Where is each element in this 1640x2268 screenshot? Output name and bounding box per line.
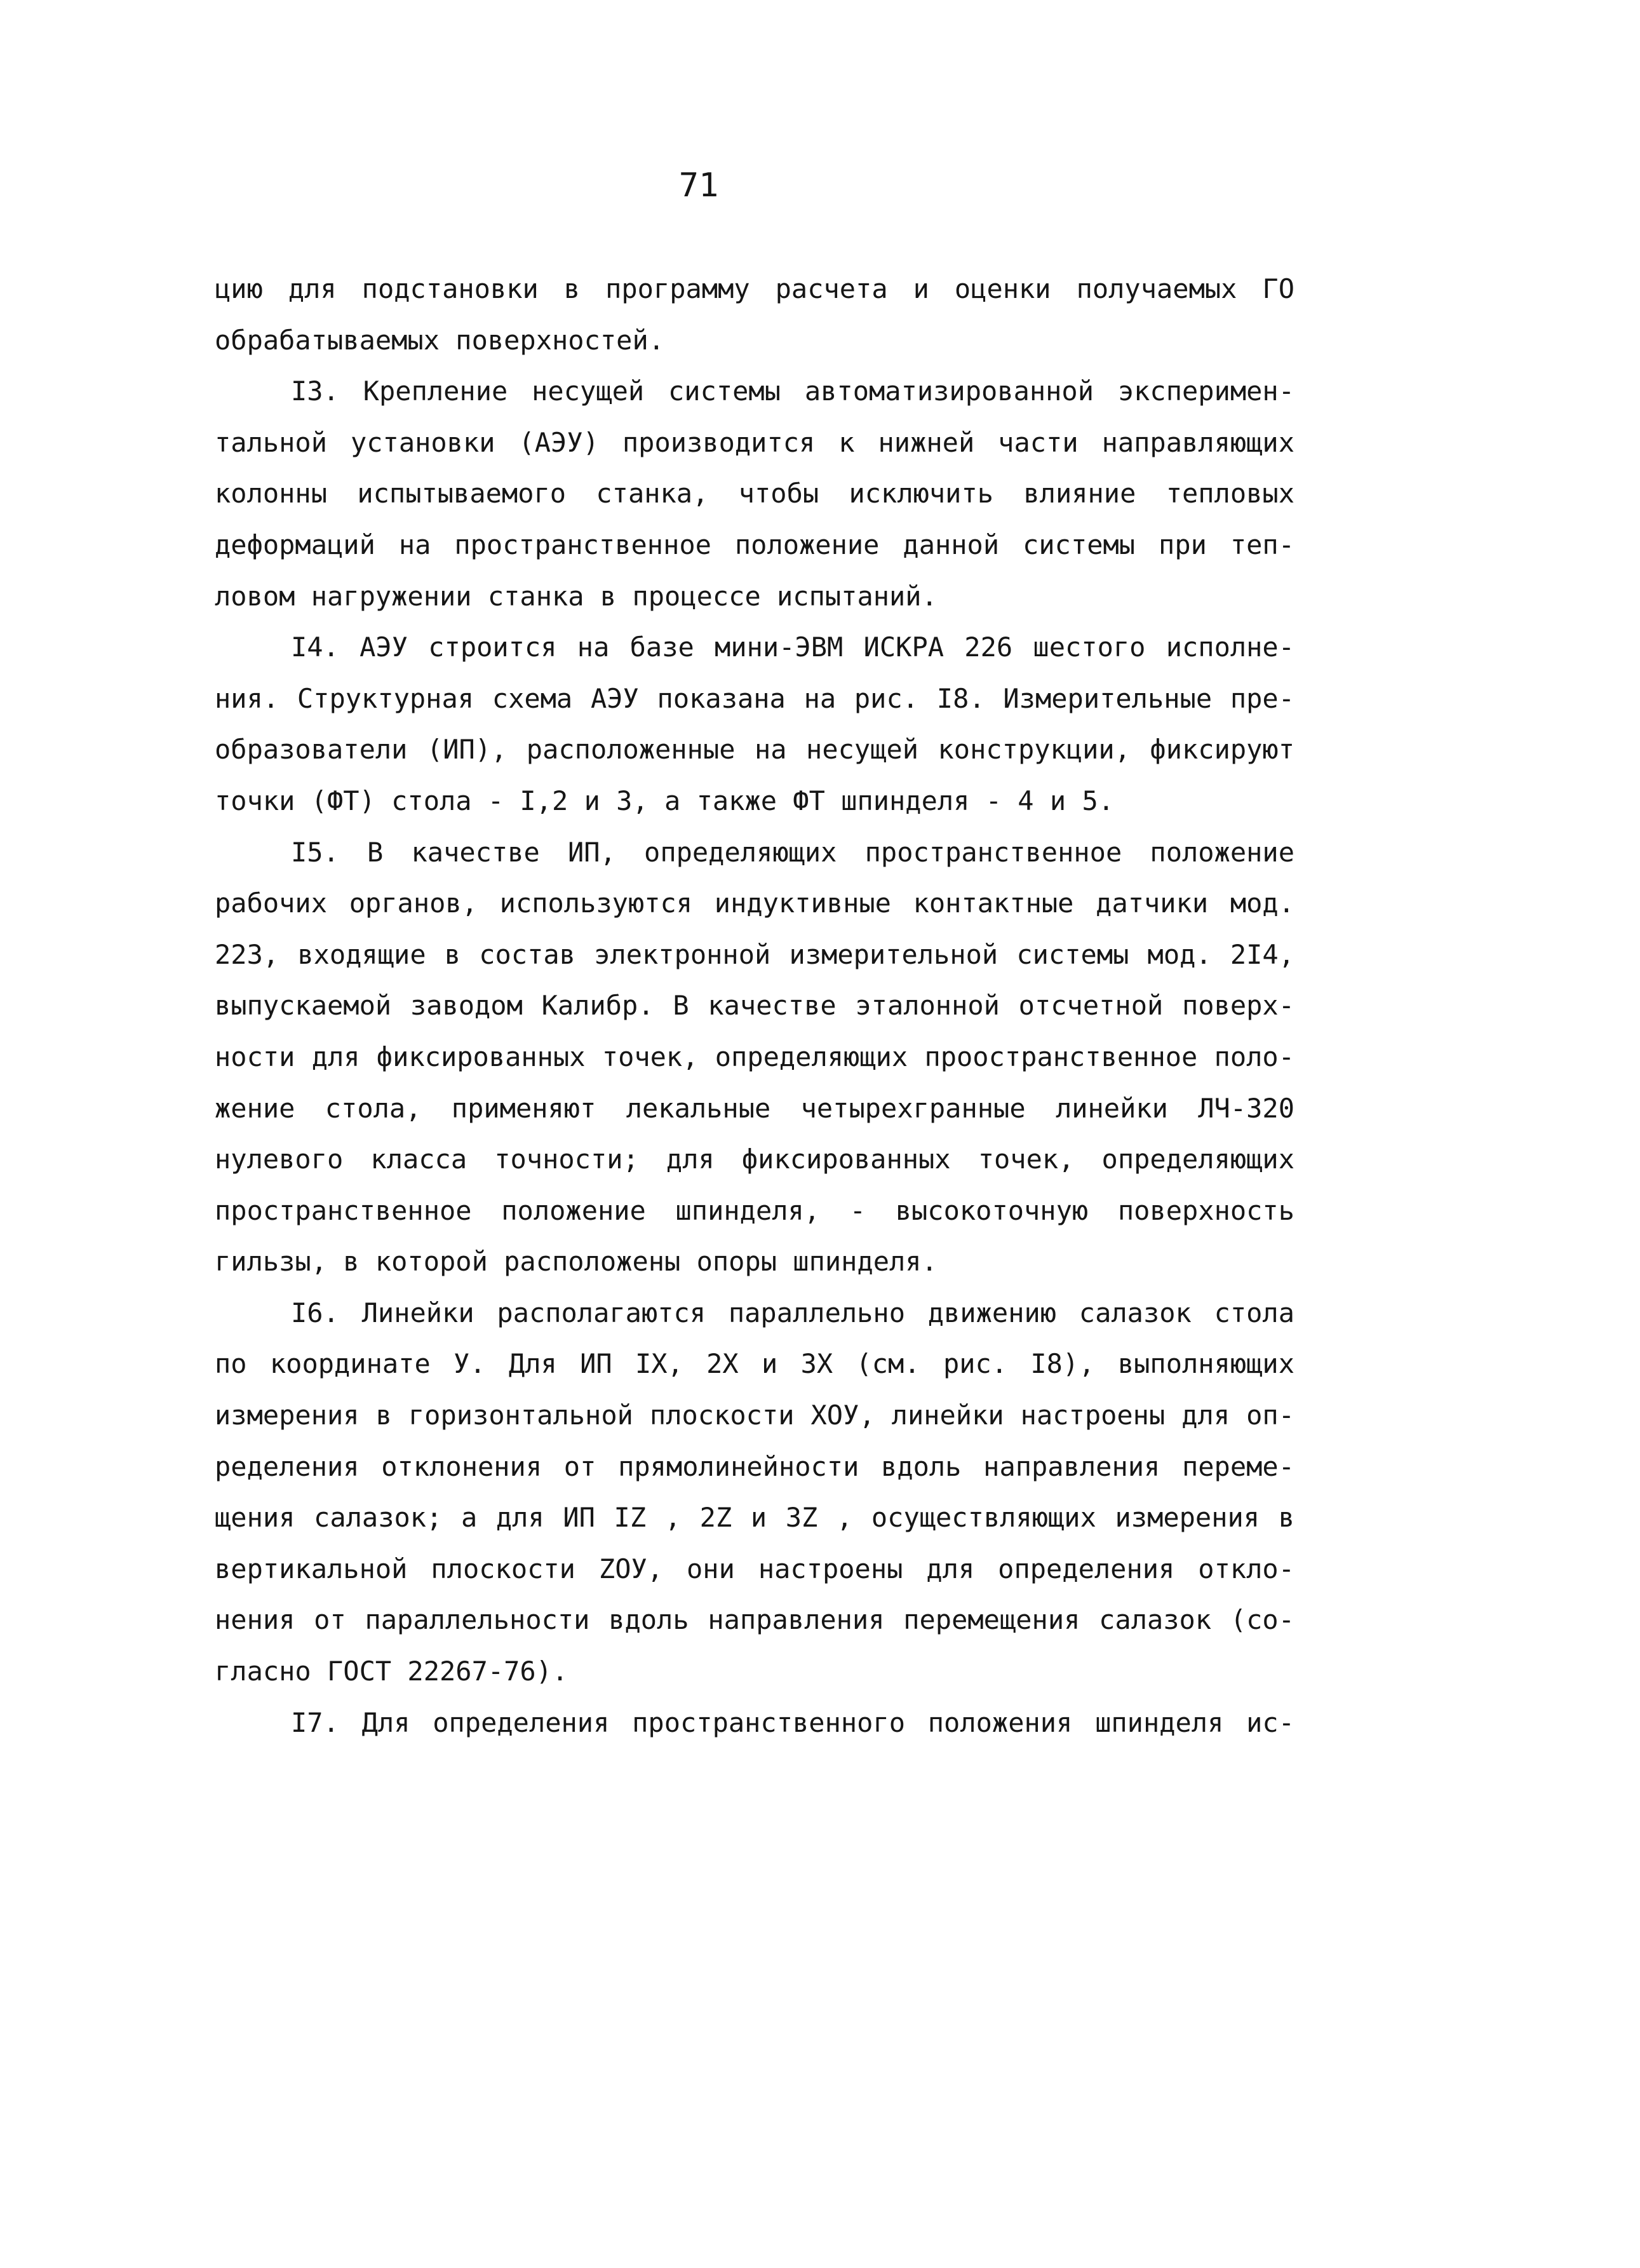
text-line: I7. Для определения пространственного положения шпинделя ис- <box>291 1706 1294 1738</box>
text-line: I5. В качестве ИП, определяющих пространственное положение <box>291 836 1294 868</box>
text-line: нения от параллельности вдоль направления перемещения салазок (со- <box>215 1604 1294 1636</box>
text-line: рабочих органов, используются индуктивные контактные датчики мод. <box>215 888 1294 919</box>
text-line: измерения в горизонтальной плоскости ХОУ, линейки настроены для оп- <box>215 1400 1294 1431</box>
text-line: ределения отклонения от прямолинейности вдоль направления переме- <box>215 1450 1294 1482</box>
text-line: обрабатываемых поверхностей. <box>215 324 665 356</box>
text-line: пространственное положение шпинделя, - высокоточную поверхность <box>215 1194 1294 1226</box>
body-text <box>215 264 1294 1748</box>
text-line: I3. Крепление несущей системы автоматизированной эксперимен- <box>291 375 1294 407</box>
text-line: по координате У. Для ИП IX, 2X и 3X (см. рис. I8), выполняющих <box>215 1348 1294 1380</box>
text-line: точки (ФТ) стола - I,2 и 3, а также ФТ шпинделя - 4 и 5. <box>215 785 1115 816</box>
text-line: образователи (ИП), расположенные на несущей конструкции, фиксируют <box>215 734 1294 766</box>
text-line: колонны испытываемого станка, чтобы исключить влияние тепловых <box>215 478 1294 510</box>
text-line: ния. Структурная схема АЭУ показана на рис. I8. Измерительные пре- <box>215 682 1294 714</box>
text-line: цию для подстановки в программу расчета и оценки получаемых ГО <box>215 273 1294 304</box>
text-line: гласно ГОСТ 22267-76). <box>215 1656 568 1687</box>
text-line: жение стола, применяют лекальные четырехгранные линейки ЛЧ-320 <box>215 1092 1294 1124</box>
text-line: ловом нагружении станка в процессе испытаний. <box>215 580 938 612</box>
text-line: I6. Линейки располагаются параллельно движению салазок стола <box>291 1297 1294 1328</box>
text-line: I4. АЭУ строится на базе мини-ЭВМ ИСКРА 226 шестого исполне- <box>291 631 1294 663</box>
text-line: ности для фиксированных точек, определяющих проостранственное поло- <box>215 1041 1294 1072</box>
text-line: выпускаемой заводом Калибр. В качестве эталонной отсчетной поверх- <box>215 990 1294 1022</box>
text-line: нулевого класса точности; для фиксированных точек, определяющих <box>215 1144 1294 1175</box>
text-line: 223, входящие в состав электронной измерительной системы мод. 2I4, <box>215 938 1294 970</box>
text-line: деформаций на пространственное положение данной системы при теп- <box>215 529 1294 560</box>
text-line: щения салазок; а для ИП IZ , 2Z и 3Z , осуществляющих измерения в <box>215 1502 1294 1534</box>
text-line: гильзы, в которой расположены опоры шпинделя. <box>215 1246 938 1278</box>
page-number: 71 <box>678 166 719 205</box>
text-line: вертикальной плоскости ZОУ, они настроены для определения откло- <box>215 1553 1294 1584</box>
text-line: тальной установки (АЭУ) производится к нижней части направляющих <box>215 426 1294 458</box>
